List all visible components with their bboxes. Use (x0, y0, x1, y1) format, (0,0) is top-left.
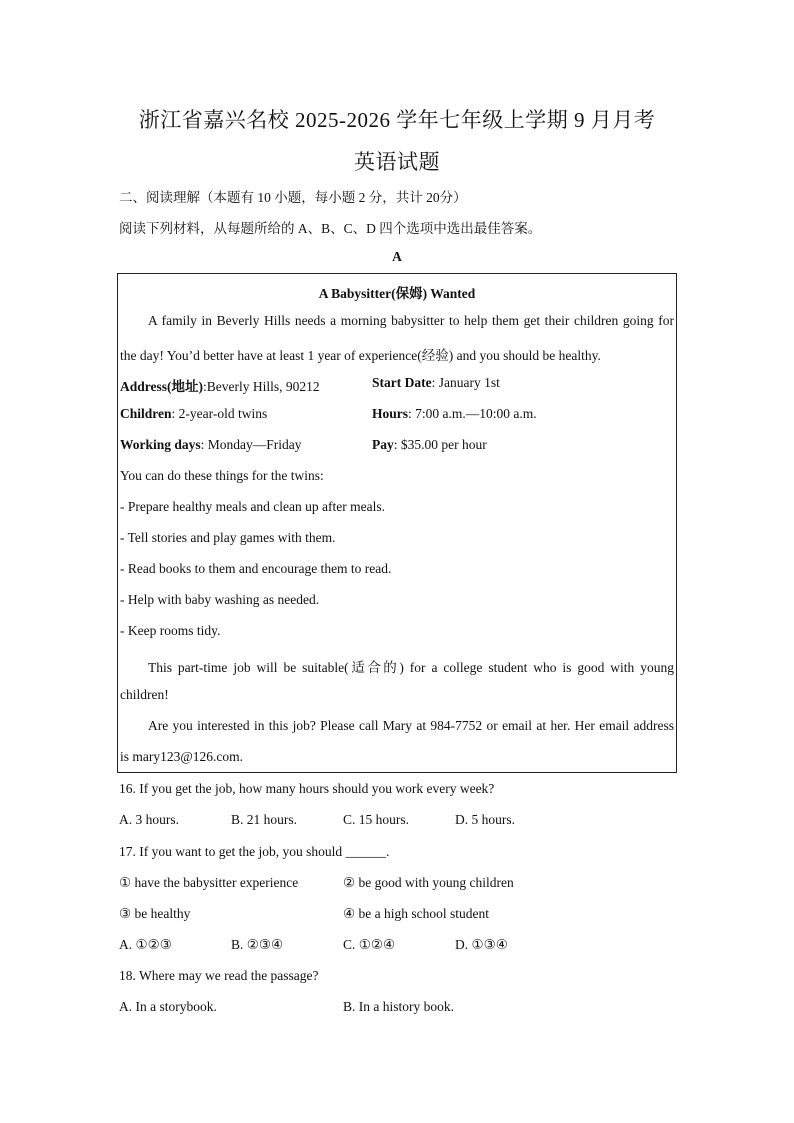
task-item: - Help with baby washing as needed. (120, 592, 320, 607)
suitability-line2: children! (120, 687, 169, 702)
contact-line1: Are you interested in this job? Please call Mary at 984-7752 or email at her. Her email address (148, 718, 674, 733)
ad-intro-line1: A family in Beverly Hills needs a morning babysitter to help them get their children going for (148, 313, 674, 328)
q17-option-d: D. ①③④ (455, 937, 508, 952)
q17-option-a: A. ①②③ (119, 937, 172, 952)
detail-start-date: Start Date: January 1st (372, 375, 500, 390)
q17-item-1: ① have the babysitter experience (119, 875, 299, 890)
task-item: - Keep rooms tidy. (120, 623, 221, 638)
detail-hours: Hours: 7:00 a.m.—10:00 a.m. (372, 406, 537, 421)
question-16-stem: 16. If you get the job, how many hours should you work every week? (119, 781, 495, 796)
detail-pay: Pay: $35.00 per hour (372, 437, 487, 452)
task-item: - Tell stories and play games with them. (120, 530, 336, 545)
advertisement-box (117, 273, 677, 773)
ad-title: A Babysitter(保姆) Wanted (318, 286, 476, 301)
section-heading: 二、阅读理解（本题有 10 小题，每小题 2 分，共计 20分） (119, 190, 467, 205)
page-subtitle: 英语试题 (354, 150, 440, 174)
q17-item-4: ④ be a high school student (343, 906, 489, 921)
detail-address: Address(地址):Beverly Hills, 90212 (120, 379, 320, 394)
q18-option-a: A. In a storybook. (119, 999, 217, 1014)
question-18-stem: 18. Where may we read the passage? (119, 968, 319, 983)
q18-option-b: B. In a history book. (343, 999, 454, 1014)
task-item: - Prepare healthy meals and clean up after meals. (120, 499, 386, 514)
q16-option-d: D. 5 hours. (455, 812, 515, 827)
question-17-stem: 17. If you want to get the job, you should ______. (119, 844, 390, 859)
task-item: - Read books to them and encourage them to read. (120, 561, 392, 576)
page-title: 浙江省嘉兴名校 2025-2026 学年七年级上学期 9 月月考 (138, 108, 656, 132)
ad-intro-line2: the day! You’d better have at least 1 year of experience(经验) and you should be healthy. (120, 348, 601, 363)
q17-item-2: ② be good with young children (343, 875, 514, 890)
detail-working-days: Working days: Monday—Friday (120, 437, 302, 452)
tasks-intro: You can do these things for the twins: (120, 468, 324, 483)
detail-children: Children: 2-year-old twins (120, 406, 268, 421)
contact-line2: is mary123@126.com. (120, 749, 244, 764)
section-instruction: 阅读下列材料，从每题所给的 A、B、C、D 四个选项中选出最佳答案。 (119, 221, 542, 236)
q16-option-c: C. 15 hours. (343, 812, 410, 827)
passage-label: A (392, 249, 402, 264)
q16-option-b: B. 21 hours. (231, 812, 298, 827)
suitability-line1: This part-time job will be suitable(适合的) for a college student who is good with young (148, 660, 674, 675)
q16-option-a: A. 3 hours. (119, 812, 179, 827)
q17-option-b: B. ②③④ (231, 937, 284, 952)
q17-item-3: ③ be healthy (119, 906, 191, 921)
q17-option-c: C. ①②④ (343, 937, 396, 952)
